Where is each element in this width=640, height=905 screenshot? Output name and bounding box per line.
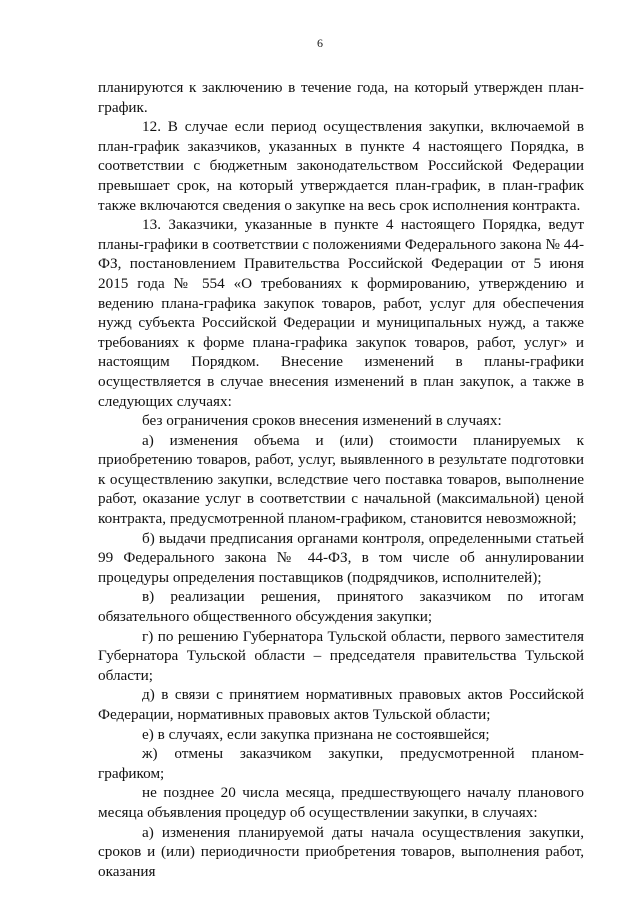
paragraph-subitem-a: а) изменения объема и (или) стоимости планируемых к приобретению товаров, работ, услуг, выявленного в результате подготовки к осуществлению закупки, вследствие чего поставка товаров, выполнение работ, оказание услуг в соответствии с начальной (максимальной) ценой контракта, предусмотренной планом-графиком, становится невозможной;: [98, 431, 584, 528]
paragraph-subitem-a-second: а) изменения планируемой даты начала осуществления закупки, сроков и (или) периодичности приобретения товаров, выполнения работ, оказания: [98, 823, 584, 880]
paragraph-subitem-b: б) выдачи предписания органами контроля, определенными статьей 99 Федерального закона № 44-ФЗ, в том числе об аннулировании процедуры определения поставщиков (подрядчиков, исполнителей);: [98, 529, 584, 586]
paragraph-item-12: 12. В случае если период осуществления закупки, включаемой в план-график заказчиков, указанных в пункте 4 настоящего Порядка, в соответствии с бюджетным законодательством Российской Федерации превышает срок, на который утверждается план-график, в план-график также включаются сведения о закупке на весь срок исполнения контракта.: [98, 118, 584, 214]
page-number: 6: [317, 36, 323, 50]
paragraph-continuation: планируются к заключению в течение года, на который утвержден план-график.: [98, 79, 584, 116]
paragraph-item-13: 13. Заказчики, указанные в пункте 4 настоящего Порядка, ведут планы-графики в соответствии с положениями Федерального закона № 44-ФЗ, постановлением Правительства Российской Федерации от 5 июня 2015 года № 554 «О требованиях к формированию, утверждению и ведению плана-графика закупок товаров, работ, услуг для обеспечения нужд субъекта Российской Федерации и муниципальных нужд, а также требованиях к форме плана-графика закупок товаров, работ, услуг» и настоящим Порядком. Внесение изменений в планы-графики осуществляется в случае внесения изменений в план закупок, а также в следующих случаях:: [98, 216, 584, 410]
paragraph-subitem-g: г) по решению Губернатора Тульской области, первого заместителя Губернатора Тульской области – председателя правительства Тульской области;: [98, 627, 584, 684]
paragraph-subitem-zh: ж) отмены заказчиком закупки, предусмотренной планом-графиком;: [98, 745, 584, 782]
paragraph-subitem-v: в) реализации решения, принятого заказчиком по итогам обязательного общественного обсуждения закупки;: [98, 588, 584, 626]
paragraph-deadline-intro: не позднее 20 числа месяца, предшествующего началу планового месяца объявления процедур об осуществлении закупки, в случаях:: [98, 784, 584, 821]
paragraph-subitem-d: д) в связи с принятием нормативных правовых актов Российской Федерации, нормативных правовых актов Тульской области;: [98, 686, 584, 723]
paragraph-subitem-e: е) в случаях, если закупка признана не состоявшейся;: [142, 725, 490, 743]
paragraph-no-deadline-intro: без ограничения сроков внесения изменений в случаях:: [142, 412, 502, 430]
body-text: [98, 78, 584, 881]
